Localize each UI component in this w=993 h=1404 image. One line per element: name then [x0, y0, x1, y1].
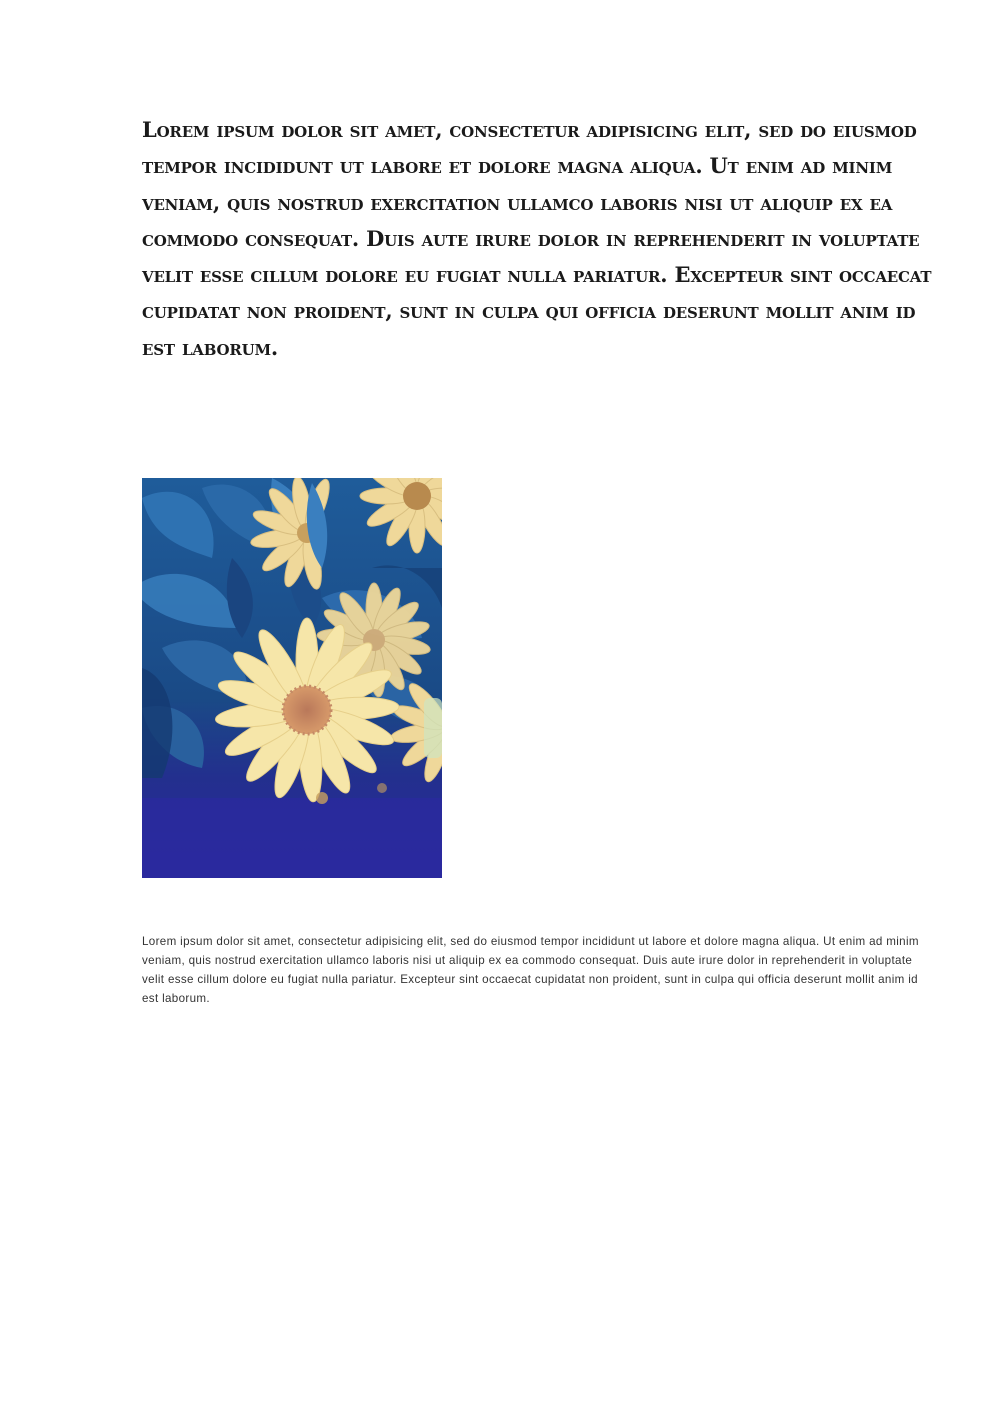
heading-paragraph: Lorem ipsum dolor sit amet, consectetur adipisicing elit, sed do eiusmod tempor incididunt ut labore et dolore magna aliqua. Ut enim ad minim veniam, quis nostrud exercitation ullamco laboris nisi ut aliquip ex ea commodo consequat. Duis aute irure dolor in reprehenderit in voluptate velit esse cillum dolore eu fugiat nulla pariatur. Excepteur sint occaecat cupidatat non proident, sunt in culpa qui officia deserunt mollit anim id est laborum. — [142, 117, 932, 360]
flower-photo — [142, 478, 442, 878]
flower-image-illustration — [142, 478, 442, 878]
caption-paragraph: Lorem ipsum dolor sit amet, consectetur adipisicing elit, sed do eiusmod tempor incididunt ut labore et dolore magna aliqua. Ut enim ad minim veniam, quis nostrud exercitation ullamco laboris nisi ut aliquip ex ea commodo consequat. Duis aute irure dolor in reprehenderit in voluptate velit esse cillum dolore eu fugiat nulla pariatur. Excepteur sint occaecat cupidatat non proident, sunt in culpa qui officia deserunt mollit anim id est laborum. — [142, 935, 919, 1005]
